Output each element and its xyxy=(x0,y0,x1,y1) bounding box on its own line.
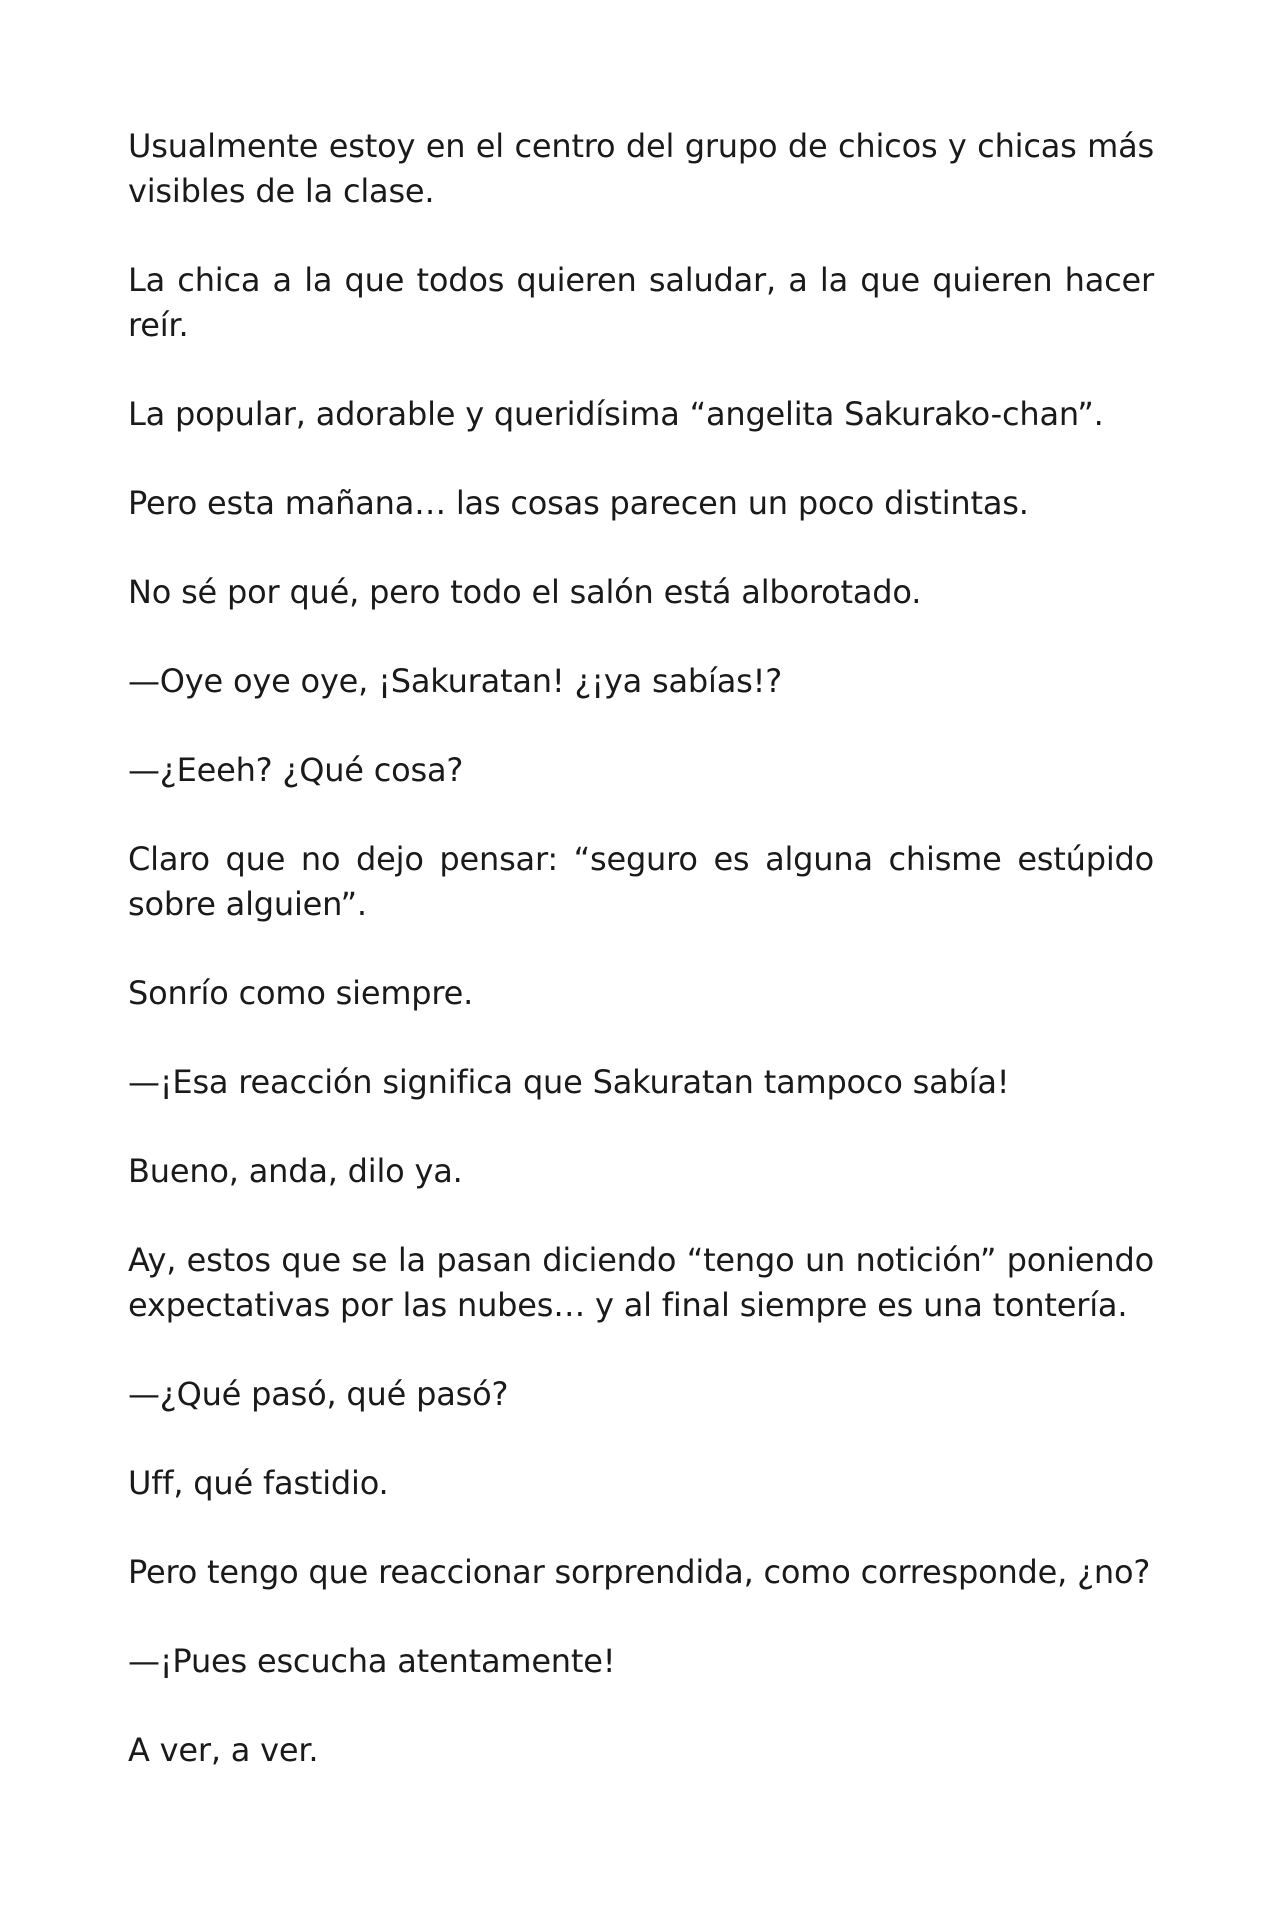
paragraph-15: Pero tengo que reaccionar sorprendida, como corresponde, ¿no? xyxy=(128,1553,1151,1591)
paragraph-9: Sonrío como siempre. xyxy=(128,974,474,1012)
paragraph-7: —¿Eeeh? ¿Qué cosa? xyxy=(128,751,464,789)
paragraph-12: Ay, estos que se la pasan diciendo “tengo un notición” poniendo expectativas por las nubes… y al final siempre es una tontería. xyxy=(128,1241,1154,1324)
paragraph-4: Pero esta mañana… las cosas parecen un poco distintas. xyxy=(128,484,1029,522)
paragraph-16: —¡Pues escucha atentamente! xyxy=(128,1642,616,1680)
paragraph-13: —¿Qué pasó, qué pasó? xyxy=(128,1375,509,1413)
paragraph-11: Bueno, anda, dilo ya. xyxy=(128,1152,463,1190)
paragraph-10: —¡Esa reacción significa que Sakuratan tampoco sabía! xyxy=(128,1063,1010,1101)
paragraph-14: Uff, qué fastidio. xyxy=(128,1464,389,1502)
paragraph-1: Usualmente estoy en el centro del grupo de chicos y chicas más visibles de la clase. xyxy=(128,127,1154,210)
paragraph-3: La popular, adorable y queridísima “angelita Sakurako-chan”. xyxy=(128,395,1104,433)
paragraph-5: No sé por qué, pero todo el salón está alborotado. xyxy=(128,573,922,611)
document-body xyxy=(128,124,1154,1817)
paragraph-2: La chica a la que todos quieren saludar, a la que quieren hacer reír. xyxy=(128,261,1154,344)
paragraph-6: —Oye oye oye, ¡Sakuratan! ¿¡ya sabías!? xyxy=(128,662,782,700)
paragraph-8: Claro que no dejo pensar: “seguro es alguna chisme estúpido sobre alguien”. xyxy=(128,840,1154,923)
paragraph-17: A ver, a ver. xyxy=(128,1731,319,1769)
